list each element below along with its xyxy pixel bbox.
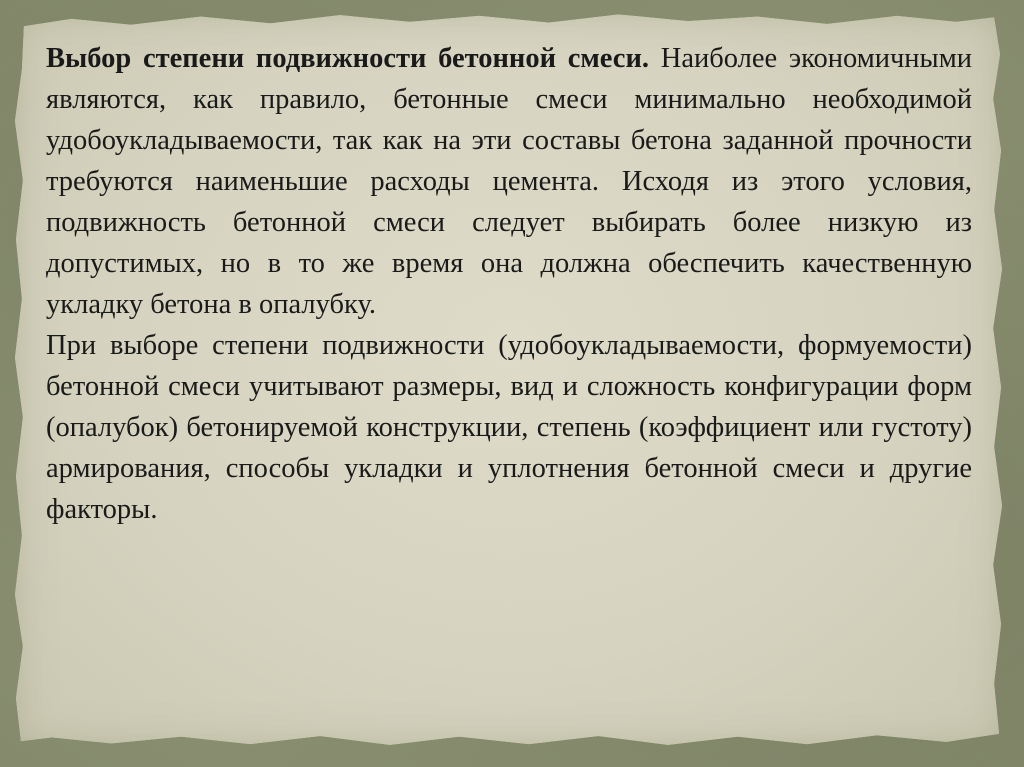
paragraph-selection-factors xyxy=(46,325,972,530)
paragraph-concrete-mobility-selection xyxy=(46,38,972,325)
paragraph-bold-heading: Выбор степени подвижности бетонной смеси. xyxy=(46,43,650,74)
paragraph-text: Наиболее экономичными являются, как правило, бетонные смеси минимально необходимой удобоукладываемости, так как на эти составы бетона заданной прочности требуются наименьшие расходы цемента. Исходя из этого условия, подвижность бетонной смеси следует выбирать более низкую из допустимых, но в то же время она должна обеспечить качественную укладку бетона в опалубку. xyxy=(46,43,972,320)
slide-text-body xyxy=(46,38,972,530)
paragraph-text: При выборе степени подвижности (удобоукладываемости, формуемости) бетонной смеси учитывают размеры, вид и сложность конфигурации форм (опалубок) бетонируемой конструкции, степень (коэффициент или густоту) армирования, способы укладки и уплотнения бетонной смеси и другие факторы. xyxy=(46,330,972,525)
